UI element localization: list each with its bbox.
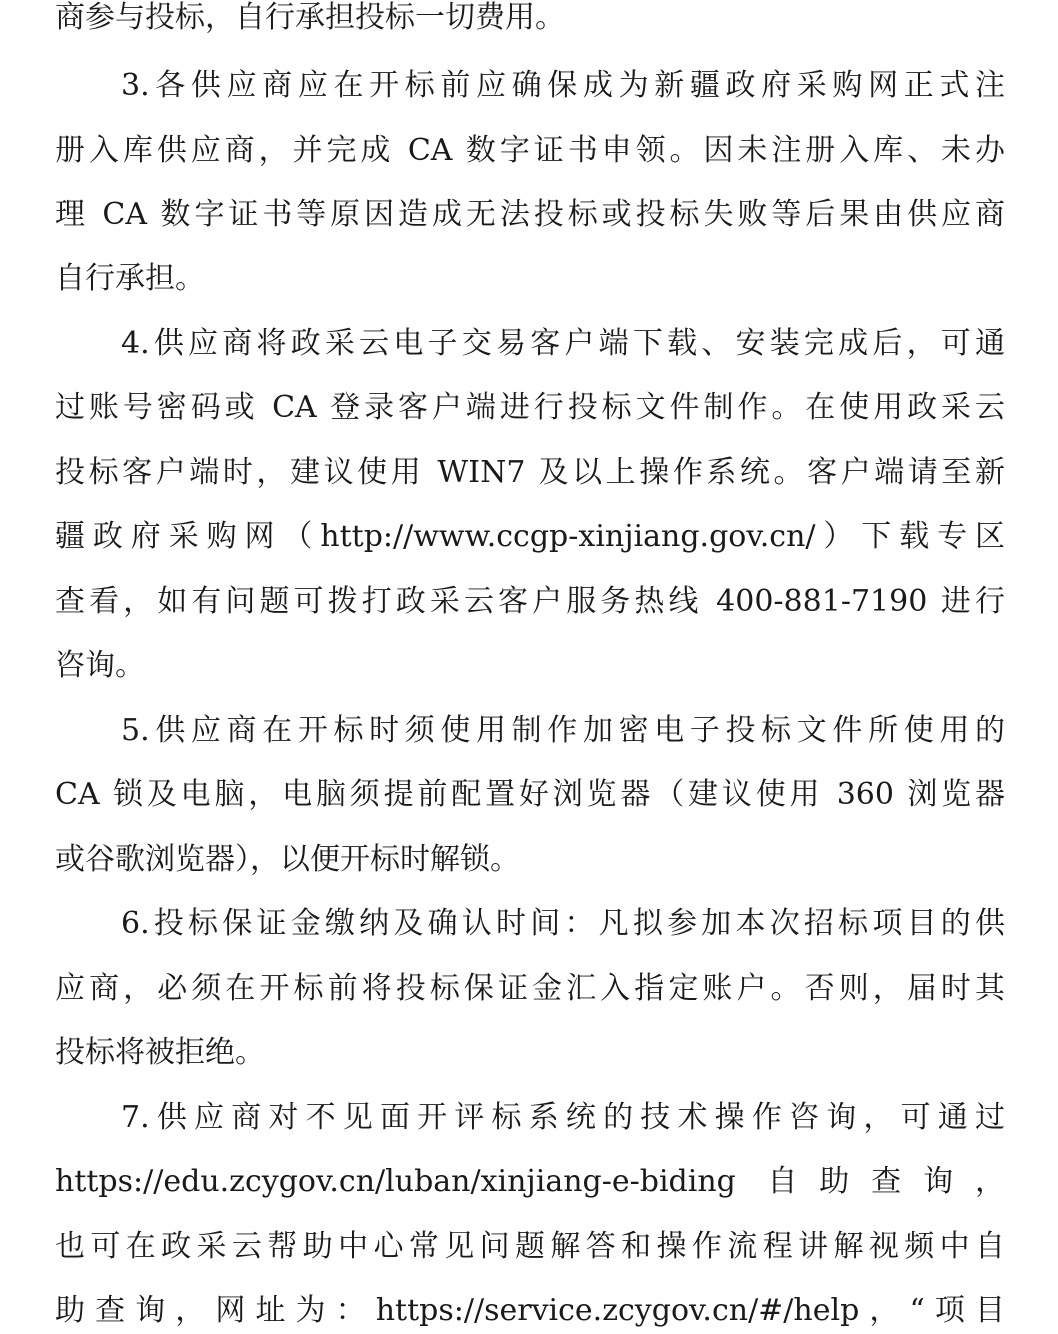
paragraph-5-line-1: 5.供应商在开标时须使用制作加密电子投标文件所使用的 xyxy=(121,713,1005,748)
paragraph-3-line-3: 理 CA 数字证书等原因造成无法投标或投标失败等后果由供应商 xyxy=(55,197,1005,232)
paragraph-7-line-3: 也可在政采云帮助中心常见问题解答和操作流程讲解视频中自 xyxy=(55,1229,1005,1264)
paragraph-7-line-4: 助查询，网址为：https://service.zcygov.cn/#/help，“项目 xyxy=(55,1293,1005,1328)
paragraph-6-line-1: 6.投标保证金缴纳及确认时间：凡拟参加本次招标项目的供 xyxy=(121,906,1005,941)
paragraph-4-line-3: 投标客户端时，建议使用 WIN7 及以上操作系统。客户端请至新 xyxy=(55,455,1005,490)
paragraph-3-line-4: 自行承担。 xyxy=(55,261,205,296)
paragraph-6-line-2: 应商，必须在开标前将投标保证金汇入指定账户。否则，届时其 xyxy=(55,971,1005,1006)
paragraph-5-line-2: CA 锁及电脑，电脑须提前配置好浏览器（建议使用 360 浏览器 xyxy=(55,777,1005,812)
paragraph-6-line-3: 投标将被拒绝。 xyxy=(55,1035,265,1070)
paragraph-4-line-6: 咨询。 xyxy=(55,648,145,683)
paragraph-4-line-4: 疆政府采购网（http://www.ccgp-xinjiang.gov.cn/）下载专区 xyxy=(55,519,1005,554)
paragraph-4-line-1: 4.供应商将政采云电子交易客户端下载、安装完成后，可通 xyxy=(121,326,1005,361)
paragraph-7-line-2: https://edu.zcygov.cn/luban/xinjiang-e-biding 自助查询， xyxy=(55,1164,1005,1199)
paragraph-line: 商参与投标，自行承担投标一切费用。 xyxy=(55,0,565,35)
paragraph-3-line-1: 3.各供应商应在开标前应确保成为新疆政府采购网正式注 xyxy=(121,68,1005,103)
paragraph-5-line-3: 或谷歌浏览器），以便开标时解锁。 xyxy=(55,842,520,877)
paragraph-3-line-2: 册入库供应商，并完成 CA 数字证书申领。因未注册入库、未办 xyxy=(55,133,1005,168)
paragraph-4-line-5: 查看，如有问题可拨打政采云客户服务热线 400-881-7190 进行 xyxy=(55,584,1005,619)
paragraph-4-line-2: 过账号密码或 CA 登录客户端进行投标文件制作。在使用政采云 xyxy=(55,390,1005,425)
paragraph-7-line-1: 7.供应商对不见面开评标系统的技术操作咨询，可通过 xyxy=(121,1100,1005,1135)
